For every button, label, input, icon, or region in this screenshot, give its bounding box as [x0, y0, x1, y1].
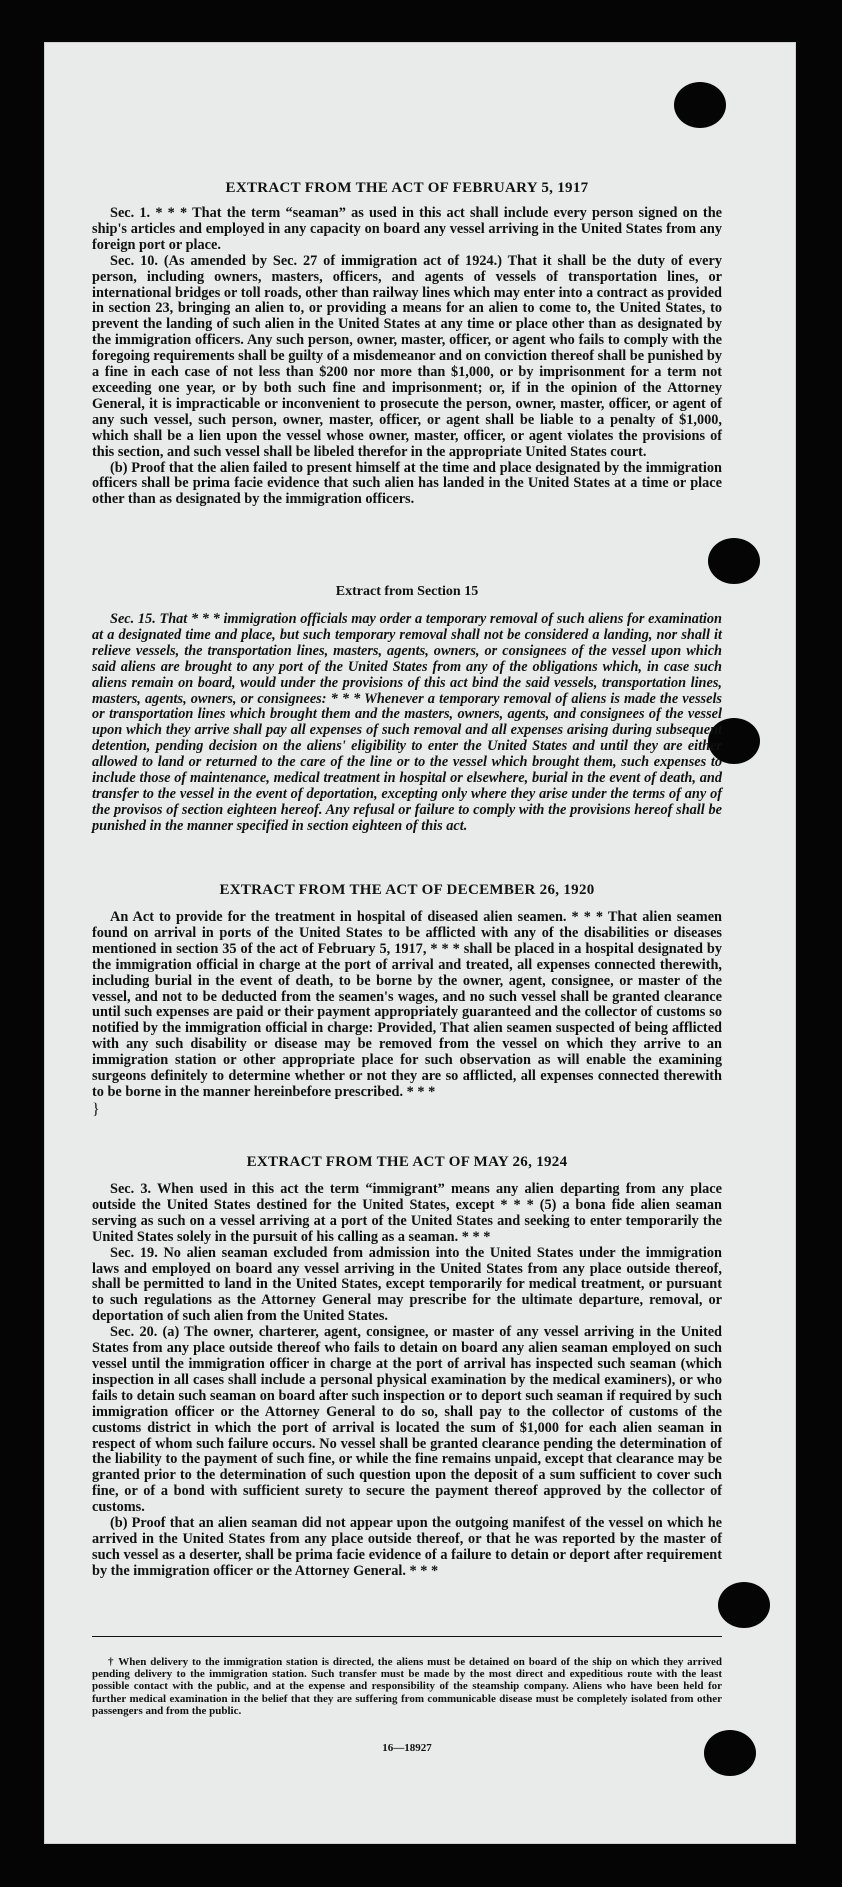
punch-hole [718, 1582, 770, 1628]
punch-hole [674, 82, 726, 128]
section-3-text: Sec. 3. When used in this act the term “immigrant” means any alien departing from any place outside the United States destined for the United States, except * * * (5) a bona fide alien seaman serving as such on a vessel arriving at a port of the United States and seeking to enter temporarily the United States solely in the pursuit of his calling as a seaman. * * * [92, 1181, 722, 1245]
section-15-text: Sec. 15. That * * * immigration officials may order a temporary removal of such aliens for examination at a designated time and place, but such temporary removal shall not be considered a landing, nor shall it relieve vessels, the transportation lines, masters, agents, owners, or consignees of the vessel upon which said aliens are brought to any port of the United States from any of the obligations which, in case such aliens remain on board, would under the provisions of this act bind the said vessels, transportation lines, masters, agents, owners, or consignees: * * * Whenever a temporary removal of aliens is made the vessels or transportation lines which brought them and the masters, owners, agents, and consignees of the vessel upon which they arrive shall pay all expenses of such removal and all expenses arising during subsequent detention, pending decision on the aliens' eligibility to enter the United States and until they are either allowed to land or returned to the care of the line or to the vessel which brought them, such expenses to include those of maintenance, medical treatment in hospital or elsewhere, burial in the event of death, and transfer to the vessel in the event of deportation, excepting only where they arise under the terms of any of the provisos of section eighteen hereof. Any refusal or failure to comply with the provisions hereof shall be punished in the manner specified in section eighteen of this act. [92, 611, 722, 834]
footnote-divider [92, 1636, 722, 1637]
page-number: 16—18927 [382, 1742, 432, 1754]
heading-act-feb-1917: EXTRACT FROM THE ACT OF FEBRUARY 5, 1917 [225, 180, 589, 196]
footnote: † When delivery to the immigration station is directed, the aliens must be detained on board of the ship on which they arrived pending delivery to the immigration station. Such transfer must be made by the most direct and expeditious route with the least possible contact with the public, and at the expense and responsibility of the steamship company. Aliens who have been held for further medical examination in the belief that they are suffering from communicable disease must be completely isolated from other passengers and from the public. [92, 1656, 722, 1717]
section-20a-text: Sec. 20. (a) The owner, charterer, agent, consignee, or master of any vessel arriving in the United States from any place outside thereof who fails to detain on board any alien seaman employed on such vessel until the immigration officer in charge at the port of arrival has inspected such seaman (which inspection in all cases shall include a personal physical examination by the medical examiners), or who fails to detain such seaman on board after such inspection or to deport such seaman if required by such immigration officer or the Attorney General to do so, shall pay to the collector of customs of the customs district in which the port of arrival is located the sum of $1,000 for each alien seaman in respect of whom such failure occurs. No vessel shall be granted clearance pending the determination of the liability to the payment of such fine, or while the fine remains unpaid, except that clearance may be granted prior to the determination of such question upon the deposit of a sum sufficient to cover such fine, or of a bond with sufficient surety to secure the payment thereof approved by the collector of customs. [92, 1324, 722, 1516]
section-1-text: Sec. 1. * * * That the term “seaman” as used in this act shall include every person signed on the ship's articles and employed in any capacity on board any vessel arriving in the United States from any foreign port or place. [92, 205, 722, 253]
section-20b-text: (b) Proof that an alien seaman did not appear upon the outgoing manifest of the vessel on which he arrived in the United States from any place outside thereof, or that he was reported by the master of such vessel as a deserter, shall be prima facie evidence of a failure to detain or deport after requirement by the immigration officer or the Attorney General. * * * [92, 1515, 722, 1579]
section-10b-text: (b) Proof that the alien failed to present himself at the time and place designated by the immigration officers shall be prima facie evidence that such alien has landed in the United States at a time or place other than as designated by the immigration officers. [92, 459, 722, 508]
act-1920-text: An Act to provide for the treatment in hospital of diseased alien seamen. * * * That alien seamen found on arrival in ports of the United States to be afflicted with any of the disabilities or diseases mentioned in section 35 of the act of February 5, 1917, * * * shall be placed in a hospital designated by the immigration official in charge at the port of arrival and treated, all expenses connected therewith, including burial in the event of death, to be borne by the owner, agent, consignee, or master of the vessel, and not to be deducted from the seamen's wages, and no such vessel shall be granted clearance until such expenses are paid or their payment appropriately guaranteed and the collector of customs so notified by the immigration official in charge: Provided, That alien seamen suspected of being afflicted with any such disability or disease may be removed from the vessel on which they arrive to an immigration station or other appropriate place for such observation as will enable the examining surgeons definitely to determine whether or not they are so afflicted, all expenses connected therewith to be borne in the manner hereinbefore prescribed. * * * [92, 909, 722, 1100]
section-19-text: Sec. 19. No alien seaman excluded from admission into the United States under the immigration laws and employed on board any vessel arriving in the United States from any place outside thereof, shall be permitted to land in the United States, except temporarily for medical treatment, or pursuant to such regulations as the Attorney General may prescribe for the ultimate departure, removal, or deportation of such alien from the United States. [92, 1244, 722, 1325]
heading-section-15: Extract from Section 15 [335, 584, 479, 599]
heading-act-may-1924: EXTRACT FROM THE ACT OF MAY 26, 1924 [246, 1154, 568, 1170]
section-10-text: Sec. 10. (As amended by Sec. 27 of immigration act of 1924.) That it shall be the duty of every person, including owners, masters, officers, and agents of vessels of transportation lines, or international bridges or toll roads, other than railway lines which may enter into a contract as provided in section 23, bringing an alien to, or providing a means for an alien to come to, the United States, to prevent the landing of such alien in the United States at any time or place other than as designated by the immigration officers. Any such person, owner, master, officer, or agent who fails to comply with the foregoing requirements shall be guilty of a misdemeanor and on conviction thereof shall be punished by a fine in each case of not less than $200 nor more than $1,000, or by imprisonment for a term not exceeding one year, or by both such fine and imprisonment; or, if in the opinion of the Attorney General, it is impracticable or inconvenient to prosecute the person, owner, master, officer, or agent of any such vessel, such person, owner, master, officer, or agent shall be liable to a penalty of $1,000, which shall be a lien upon the vessel whose owner, master, officer, or agent violates the provisions of this section, and such vessel shall be libeled therefor in the appropriate United States court. [92, 252, 722, 460]
punch-hole [708, 538, 760, 584]
heading-act-dec-1920: EXTRACT FROM THE ACT OF DECEMBER 26, 1920 [219, 882, 595, 898]
